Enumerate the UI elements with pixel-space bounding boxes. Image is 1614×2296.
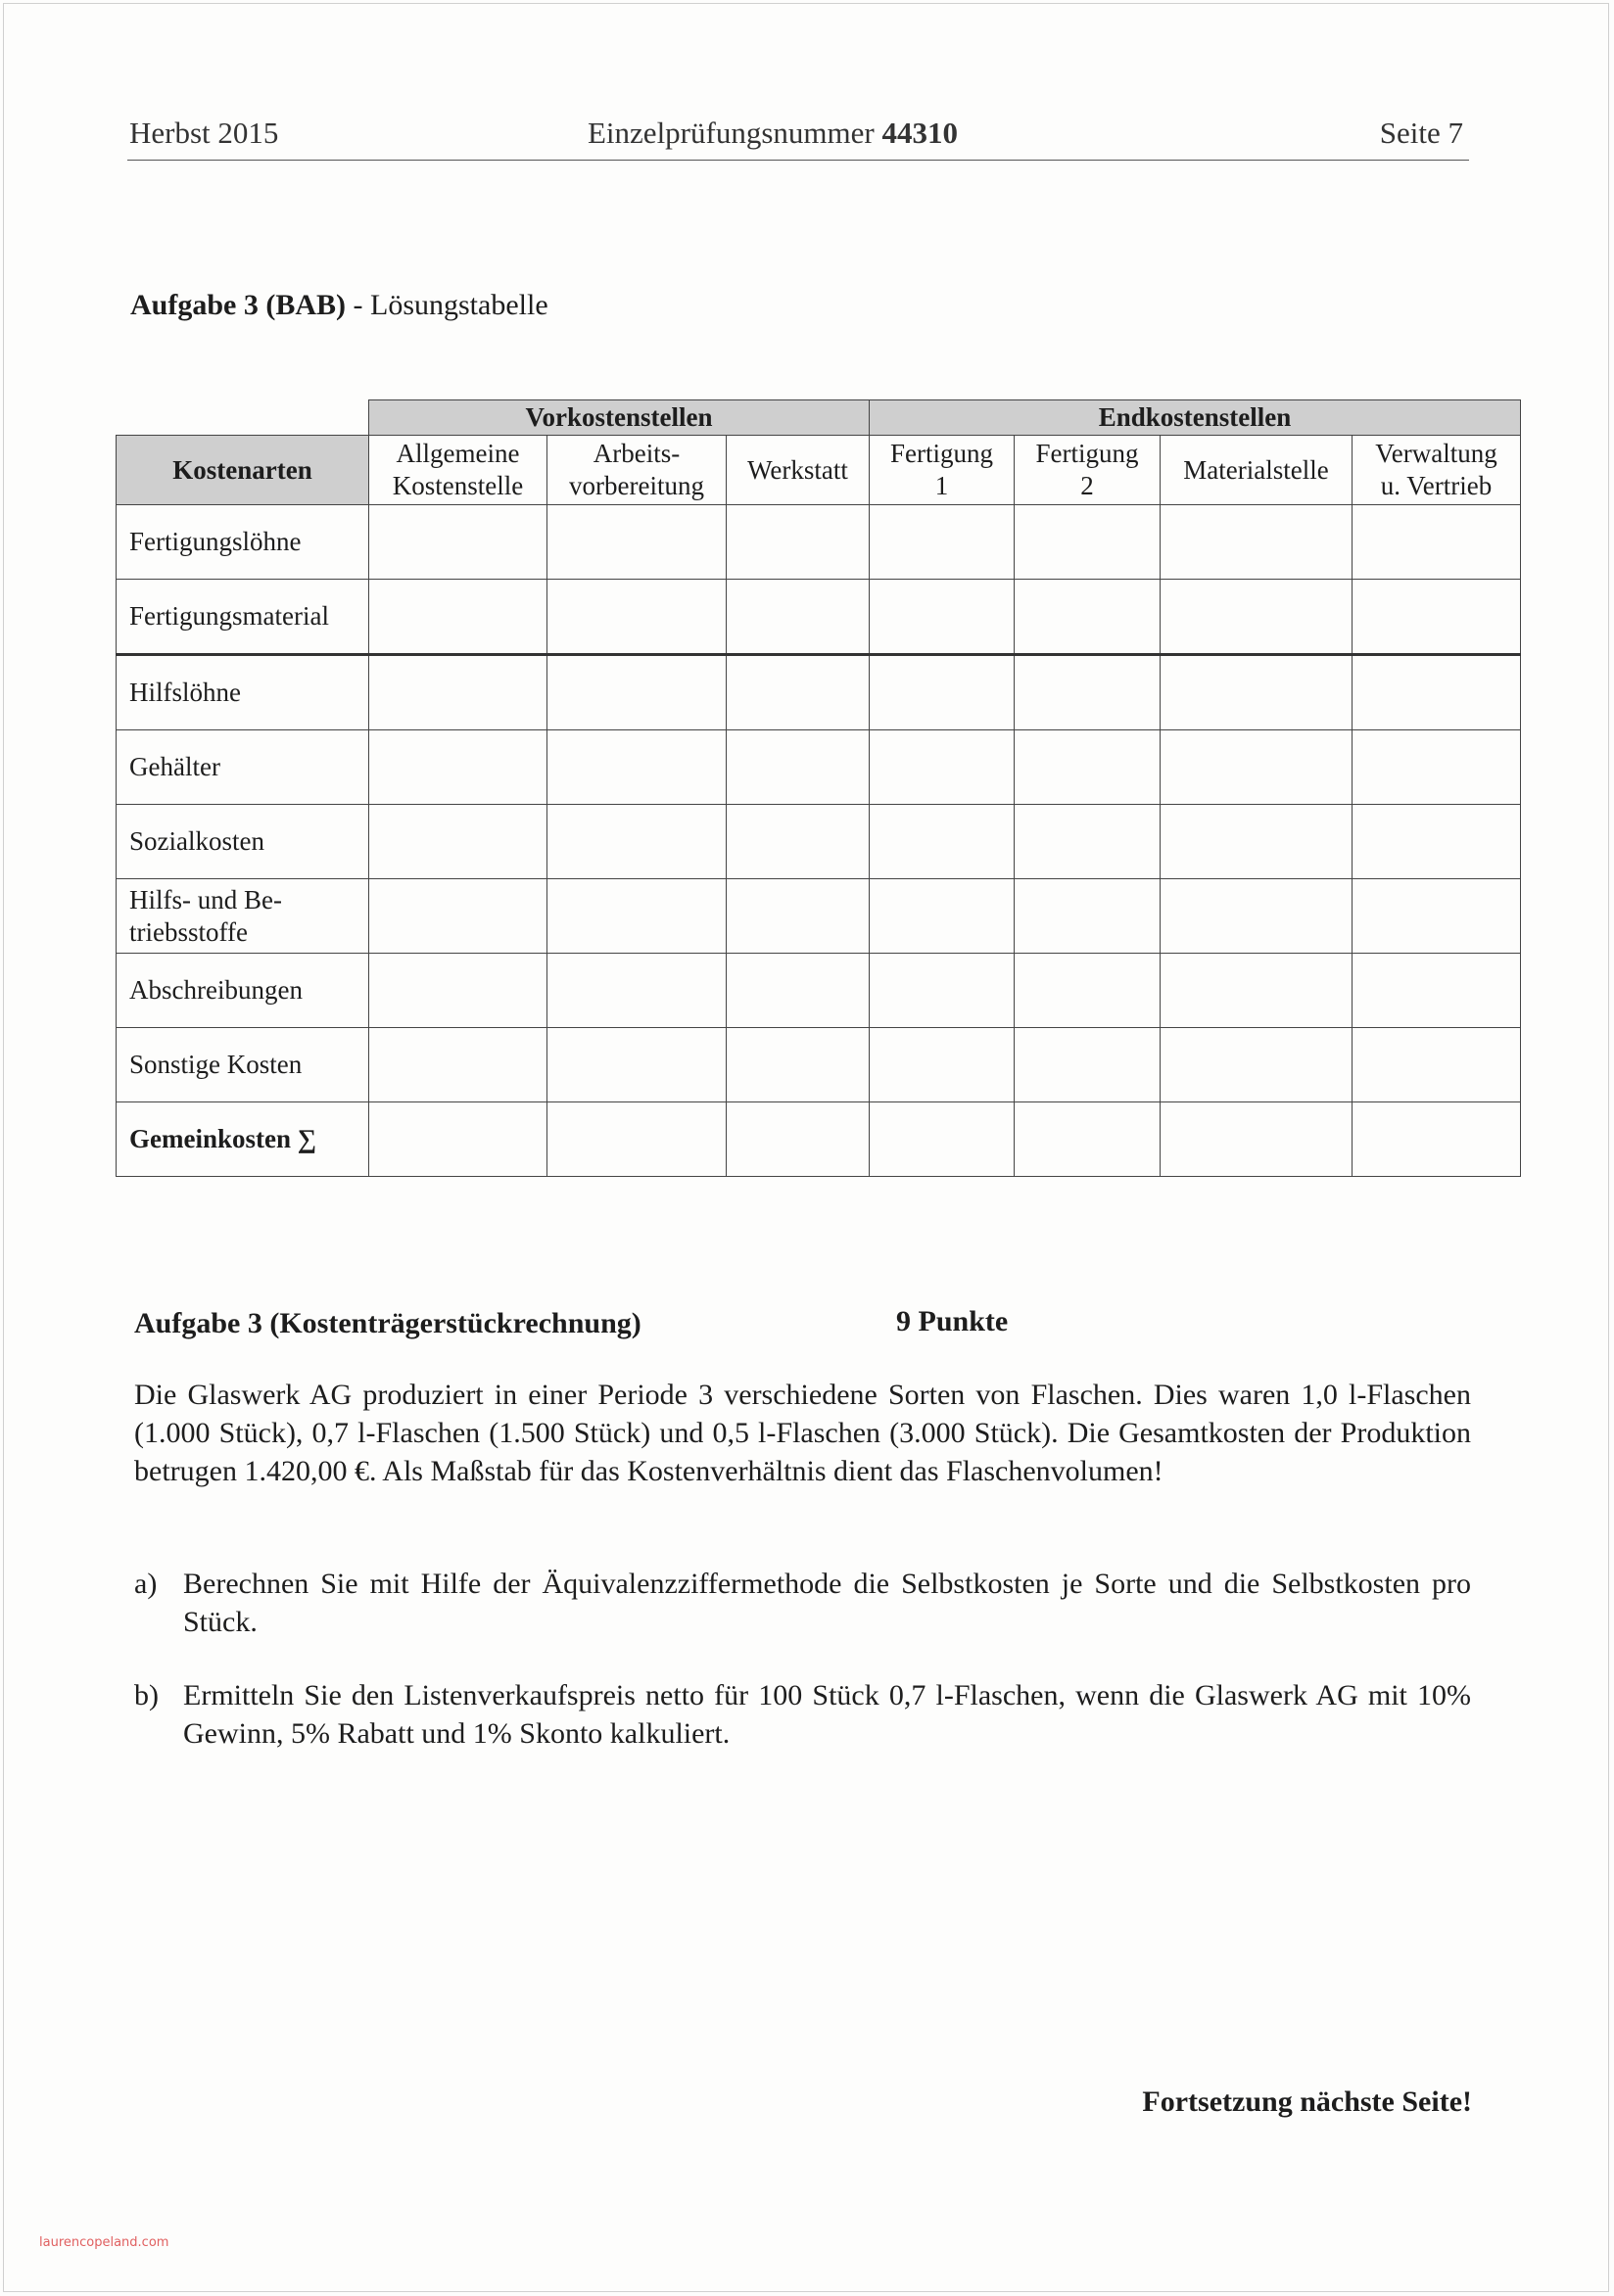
row-label: Fertigungslöhne: [117, 505, 369, 580]
group-endkostenstellen: Endkostenstellen: [870, 400, 1521, 436]
subtask-a-text: Berechnen Sie mit Hilfe der Äquivalenzziffermethode die Selbstkosten je Sorte und die Selbstkosten pro Stück.: [183, 1568, 1471, 1638]
group-vorkostenstellen: Vorkostenstellen: [369, 400, 870, 436]
task3-ktr-title: Aufgabe 3 (Kostenträgerstückrechnung): [134, 1307, 641, 1339]
task3-bab-title: Aufgabe 3 (BAB) - Lösungstabelle: [130, 289, 548, 321]
continuation-note: Fortsetzung nächste Seite!: [1142, 2085, 1472, 2118]
subtask-b: [134, 1676, 1471, 1753]
table-row: [117, 879, 1521, 954]
table-row: [117, 954, 1521, 1028]
bab-solution-table: [116, 399, 1521, 1177]
subtask-b-text: Ermitteln Sie den Listenverkaufspreis netto für 100 Stück 0,7 l-Flaschen, wenn die Glaswerk AG mit 10% Gewinn, 5% Rabatt und 1% Skonto kalkuliert.: [183, 1679, 1471, 1750]
header-kostenarten: Kostenarten: [117, 436, 369, 505]
col-header: Materialstelle: [1161, 436, 1353, 505]
row-label: Abschreibungen: [117, 954, 369, 1028]
table-row: [117, 1102, 1521, 1177]
row-label: Fertigungsmaterial: [117, 580, 369, 655]
row-label: Sozialkosten: [117, 805, 369, 879]
subtask-a-label: a): [134, 1568, 158, 1600]
row-label: Hilfslöhne: [117, 655, 369, 730]
task3-ktr-paragraph: Die Glaswerk AG produziert in einer Periode 3 verschiedene Sorten von Flaschen. Dies waren 1,0 l-Flaschen (1.000 Stück), 0,7 l-Flaschen (1.500 Stück) und 0,5 l-Flaschen (3.000 Stück). Die Gesamtkosten der Produktion betrugen 1.420,00 €. Als Maßstab für das Kostenverhältnis dient das Flaschenvolumen!: [134, 1379, 1471, 1487]
watermark: laurencopeland.com: [39, 2235, 169, 2250]
row-label: Hilfs- und Be- triebsstoffe: [117, 879, 369, 954]
table-row: [117, 655, 1521, 730]
col-header: Verwaltung u. Vertrieb: [1353, 436, 1521, 505]
subtask-b-label: b): [134, 1679, 159, 1711]
table-row: [117, 1028, 1521, 1102]
col-header: Fertigung 2: [1015, 436, 1161, 505]
row-label-total: Gemeinkosten ∑: [117, 1102, 369, 1177]
header-page-number: Seite 7: [1379, 116, 1463, 150]
task3-ktr-points: 9 Punkte: [896, 1305, 1009, 1337]
row-label: Gehälter: [117, 730, 369, 805]
table-corner-blank: [117, 400, 369, 436]
col-header: Arbeits- vorbereitung: [547, 436, 727, 505]
row-label: Sonstige Kosten: [117, 1028, 369, 1102]
table-row: [117, 805, 1521, 879]
table-row: [117, 730, 1521, 805]
header-exam-number: Einzelprüfungsnummer 44310: [588, 116, 958, 150]
subtask-a: [134, 1565, 1471, 1641]
table-row: [117, 505, 1521, 580]
header-term: Herbst 2015: [129, 116, 279, 150]
col-header: Werkstatt: [727, 436, 870, 505]
col-header: Allgemeine Kostenstelle: [369, 436, 547, 505]
table-row: [117, 580, 1521, 655]
col-header: Fertigung 1: [870, 436, 1015, 505]
page-header: [127, 111, 1469, 161]
